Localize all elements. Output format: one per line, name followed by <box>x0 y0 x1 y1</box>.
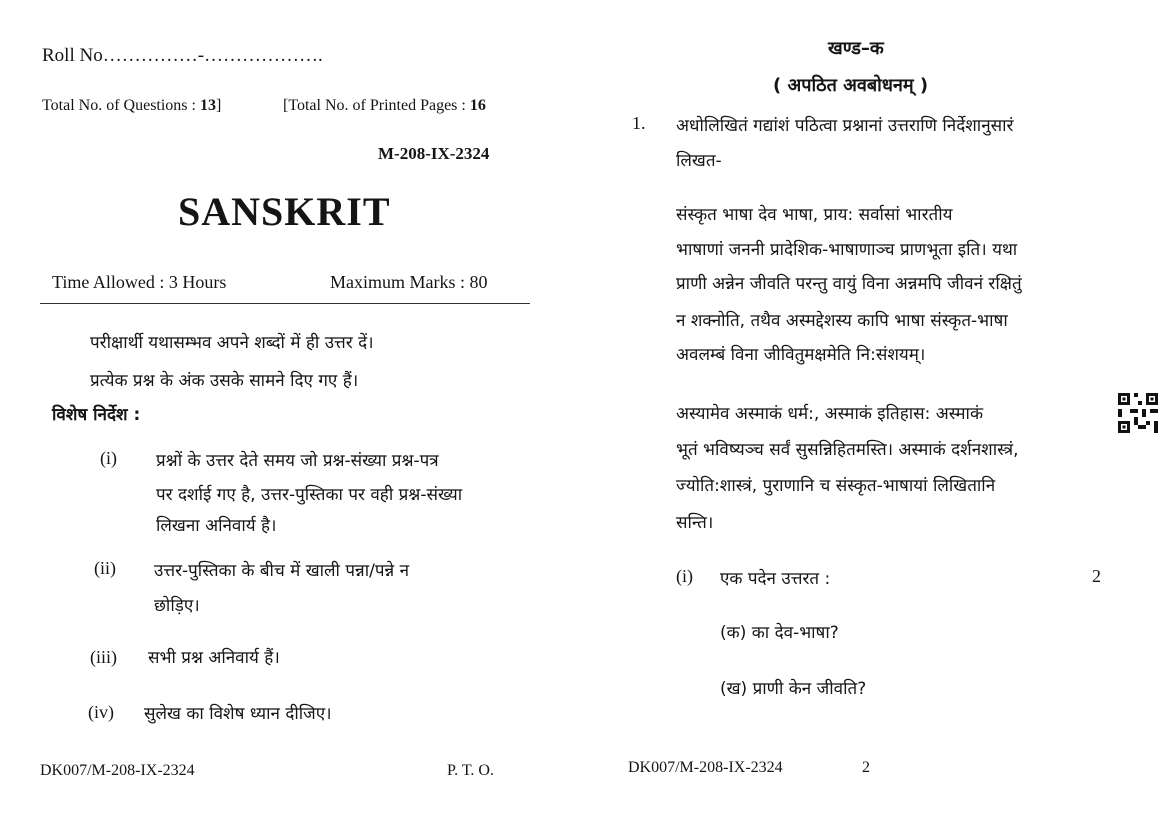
instruction-number: (iii) <box>90 647 117 667</box>
paper-code: M-208-IX-2324 <box>378 144 490 163</box>
sub-question-marks: 2 <box>1092 566 1101 586</box>
time-allowed: Time Allowed : 3 Hours <box>52 272 227 292</box>
general-instruction-2: प्रत्येक प्रश्न के अंक उसके सामने दिए गए हैं। <box>90 371 359 391</box>
total-questions-label: Total No. of Questions : <box>42 97 200 114</box>
sub-question-text: एक पदेन उत्तरत : <box>720 569 831 589</box>
total-questions-close: ] <box>215 97 222 114</box>
passage-line: भाषाणां जननी प्रादेशिक-भाषाणाञ्च प्राणभूता इति। यथा <box>676 240 1018 260</box>
total-pages-label: [Total No. of Printed Pages : <box>283 97 470 114</box>
instruction-line: लिखना अनिवार्य है। <box>156 516 277 536</box>
instruction-line: उत्तर-पुस्तिका के बीच में खाली पन्ना/पन्ने न <box>154 561 410 581</box>
instruction-number: (ii) <box>94 558 116 578</box>
total-questions-value: 13 <box>199 97 216 114</box>
general-instruction-1: परीक्षार्थी यथासम्भव अपने शब्दों में ही उत्तर दें। <box>90 333 374 353</box>
right-footer-code: DK007/M-208-IX-2324 <box>628 759 783 776</box>
total-questions <box>42 97 221 115</box>
roll-number-field: Roll No……………-………………. <box>42 45 323 66</box>
passage-line: प्राणी अन्नेन जीवति परन्तु वायुं विना अन्नमपि जीवनं रक्षितुं <box>676 274 1022 294</box>
instruction-line: छोड़िए। <box>154 596 200 616</box>
passage-line: भूतं भविष्यञ्च सर्वं सुसन्निहितमस्ति। अस्माकं दर्शनशास्त्रं, <box>676 440 1019 460</box>
total-pages <box>283 97 486 115</box>
qr-code-icon <box>1118 393 1158 433</box>
total-pages-value: 16 <box>469 97 486 114</box>
header-divider <box>40 303 530 304</box>
pto-label: P. T. O. <box>447 762 494 779</box>
instruction-number: (iv) <box>88 702 114 722</box>
special-instructions-heading: विशेष निर्देश : <box>52 405 141 425</box>
sub-part-ka: (क) का देव-भाषा? <box>720 623 839 643</box>
instruction-line: प्रश्नों के उत्तर देते समय जो प्रश्न-संख्या प्रश्न-पत्र <box>156 451 439 471</box>
question-line: अधोलिखितं गद्यांशं पठित्वा प्रश्नानां उत्तराणि निर्देशानुसारं <box>676 116 1014 136</box>
sub-part-kha: (ख) प्राणी केन जीवति? <box>720 679 867 699</box>
left-footer-code: DK007/M-208-IX-2324 <box>40 762 195 779</box>
passage-line: अवलम्बं विना जीवितुमक्षमेति नि:संशयम्। <box>676 345 926 365</box>
sub-question-number: (i) <box>676 566 693 586</box>
maximum-marks: Maximum Marks : 80 <box>330 272 488 292</box>
passage-line: संस्कृत भाषा देव भाषा, प्राय: सर्वासां भारतीय <box>676 205 953 225</box>
subject-title: SANSKRIT <box>178 189 391 234</box>
section-subtitle: ( अपठित अवबोधनम् ) <box>773 75 929 96</box>
instruction-line: पर दर्शाई गए है, उत्तर-पुस्तिका पर वही प्रश्न-संख्या <box>156 485 463 505</box>
page-number: 2 <box>862 759 870 776</box>
instruction-line: सभी प्रश्न अनिवार्य हैं। <box>148 648 280 668</box>
passage-line: न शक्नोति, तथैव अस्मद्देशस्य कापि भाषा संस्कृत-भाषा <box>676 311 1008 331</box>
passage-line: अस्यामेव अस्माकं धर्म:, अस्माकं इतिहास: अस्माकं <box>676 404 984 424</box>
instruction-line: सुलेख का विशेष ध्यान दीजिए। <box>144 704 332 724</box>
question-line: लिखत- <box>676 151 722 171</box>
passage-line: सन्ति। <box>676 513 714 533</box>
passage-line: ज्योति:शास्त्रं, पुराणानि च संस्कृत-भाषायां लिखितानि <box>676 476 996 496</box>
question-number: 1. <box>632 113 646 133</box>
section-title: खण्ड–क <box>828 38 884 59</box>
instruction-number: (i) <box>100 448 117 468</box>
